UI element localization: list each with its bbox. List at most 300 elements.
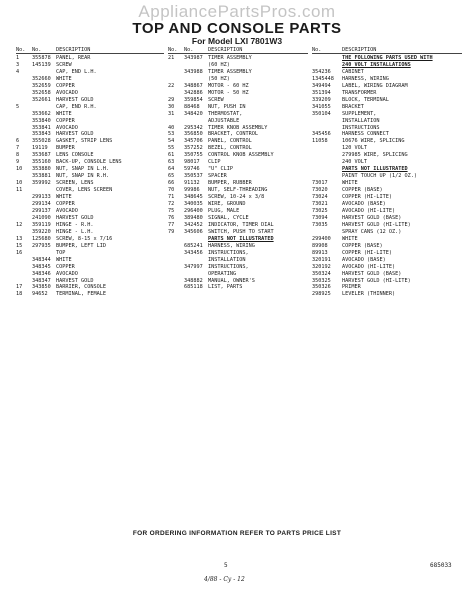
parts-row	[16, 76, 164, 83]
part-description: COPPER	[56, 263, 75, 270]
part-number	[312, 152, 342, 159]
parts-row	[312, 257, 462, 264]
part-description: TIMER ASSEMBLY	[208, 68, 252, 75]
part-number: 73024	[312, 194, 328, 201]
part-description: TIMER ASSEMBLY	[208, 55, 252, 61]
column-header	[312, 47, 462, 54]
part-description: HARNESS, WIRING	[208, 242, 255, 249]
header-part: No.	[32, 47, 42, 53]
part-number	[184, 118, 208, 125]
part-description: 240 VOLT INSTALLATIONS	[342, 61, 411, 68]
part-description: HARVEST GOLD	[56, 96, 94, 103]
part-number: 348420	[184, 110, 203, 117]
parts-row	[168, 257, 308, 264]
part-number	[312, 166, 342, 173]
parts-row	[16, 180, 164, 187]
part-number: 299400	[312, 235, 331, 242]
parts-row	[16, 250, 164, 257]
parts-row	[168, 284, 308, 291]
parts-row	[168, 180, 308, 187]
item-number: 71	[168, 194, 175, 201]
part-number: 350104	[312, 110, 331, 117]
part-number: 348347	[32, 277, 51, 284]
item-number	[168, 62, 184, 69]
parts-row	[168, 97, 308, 104]
parts-row	[168, 69, 308, 76]
part-number: 350755	[184, 152, 203, 159]
page-title: TOP AND CONSOLE PARTS	[132, 20, 342, 37]
parts-row	[312, 145, 462, 152]
part-description: MOTOR - 50 HZ	[208, 89, 249, 96]
part-number	[32, 104, 56, 111]
part-description: HINGE - L.H.	[56, 228, 94, 235]
part-number: 340035	[184, 201, 203, 208]
part-description: AVOCADO	[56, 124, 78, 131]
part-number: 299134	[32, 201, 51, 208]
part-number: 345706	[184, 138, 203, 145]
part-number: 342886	[184, 89, 203, 96]
header-part: No.	[312, 47, 322, 53]
part-number: 359220	[32, 228, 51, 235]
part-description: WHITE	[56, 75, 72, 82]
item-number: 7	[16, 145, 20, 152]
parts-row	[168, 278, 308, 285]
parts-row	[312, 187, 462, 194]
part-description: TRANSFORMER	[342, 89, 377, 96]
part-description: HARVEST GOLD (HI-LITE)	[342, 221, 411, 228]
parts-row	[168, 208, 308, 215]
part-number	[312, 55, 342, 62]
part-description: TERMINAL, FEMALE	[56, 291, 106, 298]
parts-row	[16, 236, 164, 243]
parts-row	[168, 55, 308, 62]
part-description: PANEL, CONTROL	[208, 138, 252, 145]
parts-row	[312, 159, 462, 166]
part-number: 348345	[32, 263, 51, 270]
item-number: 4	[16, 68, 20, 75]
part-description: CAP, END L.H.	[56, 68, 97, 75]
part-number: 73020	[312, 187, 328, 194]
part-description: WHITE	[342, 235, 358, 242]
parts-row	[16, 118, 164, 125]
part-number: 352660	[32, 75, 51, 82]
parts-row	[312, 284, 462, 291]
part-number: 145139	[32, 61, 51, 68]
parts-row	[168, 243, 308, 250]
parts-row	[168, 145, 308, 152]
part-number: 348882	[184, 277, 203, 284]
part-description: BRACKET	[342, 103, 364, 110]
part-description: OPERATING	[208, 270, 237, 277]
part-description: SUPPLEMENT,	[342, 110, 377, 117]
parts-row	[312, 180, 462, 187]
part-number	[312, 145, 342, 152]
part-number	[32, 69, 56, 76]
part-number: 352659	[32, 82, 51, 89]
part-description: HARVEST GOLD (BASE)	[342, 270, 402, 277]
parts-row	[16, 97, 164, 104]
item-number	[16, 215, 32, 222]
part-number	[184, 62, 208, 69]
item-number	[168, 236, 184, 243]
part-number: 351394	[312, 89, 331, 96]
header-part: No.	[184, 47, 194, 53]
item-number: 54	[168, 138, 175, 145]
parts-row	[16, 83, 164, 90]
handwritten-note: 4/88 - Cy - 12	[204, 576, 245, 583]
item-number: 18	[16, 291, 23, 298]
part-number	[312, 229, 342, 236]
part-number	[184, 257, 208, 264]
part-number: 295342	[184, 124, 203, 131]
item-number: 10	[16, 180, 23, 187]
part-description: 240 VOLT	[342, 159, 367, 166]
part-description: (50 HZ)	[208, 75, 230, 82]
part-number: 353687	[32, 152, 51, 159]
item-number: 63	[168, 159, 175, 166]
part-description: INSTRUCTIONS	[342, 124, 380, 131]
item-number	[16, 83, 32, 90]
part-number: 339209	[312, 96, 331, 103]
item-number: 72	[168, 201, 175, 208]
parts-row	[168, 138, 308, 145]
part-description: PLUG, MALE	[208, 207, 240, 214]
part-number: 350537	[184, 173, 203, 180]
part-description: INSTRUCTIONS,	[208, 249, 249, 256]
part-number: 355028	[32, 138, 51, 145]
part-number: 241090	[32, 214, 51, 221]
header-no: No.	[16, 47, 26, 53]
item-number	[16, 90, 32, 97]
item-number	[168, 69, 184, 76]
part-number: 59746	[184, 166, 200, 173]
item-number: 12	[16, 221, 23, 228]
part-description: AVOCADO (BASE)	[342, 201, 386, 208]
part-number: 350326	[312, 284, 331, 291]
part-description: 10676 WIRE, SPLICING	[342, 138, 405, 145]
part-number: 359854	[184, 96, 203, 103]
parts-row	[168, 76, 308, 83]
part-number: 343988	[184, 68, 203, 75]
item-number: 22	[168, 82, 175, 89]
parts-row	[16, 271, 164, 278]
item-number: 11	[16, 187, 23, 194]
page-number: 5	[224, 562, 228, 569]
parts-row	[312, 152, 462, 159]
document-number: 685033	[430, 562, 452, 569]
item-number: 64	[168, 166, 175, 173]
part-description: HARVEST GOLD (HI-LITE)	[342, 277, 411, 284]
part-number: 94652	[32, 291, 48, 298]
part-description: COPPER (HI-LITE)	[342, 194, 392, 201]
part-number: 89908	[312, 242, 328, 249]
parts-row	[312, 250, 462, 257]
parts-list	[16, 55, 164, 298]
item-number: 10	[16, 166, 23, 173]
parts-row	[312, 208, 462, 215]
parts-row	[312, 125, 462, 132]
header-desc: DESCRIPTION	[208, 47, 243, 53]
part-description: SCREW, 8-15 x 7/16	[56, 235, 113, 242]
item-number	[16, 97, 32, 104]
part-number	[312, 159, 342, 166]
part-description: BLOCK, TERMINAL	[342, 96, 389, 103]
part-number: 1345448	[312, 75, 334, 82]
parts-row	[16, 90, 164, 97]
part-number: 342452	[184, 221, 203, 228]
part-number	[32, 187, 56, 194]
part-number: 99986	[184, 187, 200, 194]
part-number	[312, 118, 342, 125]
item-number: 30	[168, 103, 175, 110]
part-number: 91132	[184, 180, 200, 187]
header-no: No.	[168, 47, 178, 53]
part-description: BARRIER, CONSOLE	[56, 284, 106, 291]
item-number	[168, 271, 184, 278]
item-number	[168, 264, 184, 271]
parts-row	[312, 166, 462, 173]
parts-row	[16, 215, 164, 222]
part-description: THERMOSTAT,	[208, 110, 243, 117]
part-description: TIMER KNOB ASSEMBLY	[208, 124, 268, 131]
watermark: AppliancePartsPros.com	[138, 2, 336, 21]
part-description: LABEL, WIRING DIAGRAM	[342, 82, 408, 89]
part-description: COPPER	[56, 82, 75, 89]
part-description: LEVELER (THINNER)	[342, 291, 396, 298]
part-number: 359119	[32, 221, 51, 228]
parts-row	[168, 173, 308, 180]
parts-row	[168, 90, 308, 97]
part-number: 348645	[184, 194, 203, 201]
part-description: COVER, LENS SCREEN	[56, 187, 113, 194]
parts-row	[16, 111, 164, 118]
parts-row	[16, 284, 164, 291]
parts-row	[168, 187, 308, 194]
parts-row	[312, 243, 462, 250]
parts-row	[16, 208, 164, 215]
parts-row	[168, 131, 308, 138]
item-number: 1	[16, 55, 20, 61]
parts-row	[312, 215, 462, 222]
part-description: AVOCADO (BASE)	[342, 256, 386, 263]
part-description: PARTS NOT ILLUSTRATED	[208, 235, 274, 242]
part-number: 343850	[32, 284, 51, 291]
item-number: 6	[16, 138, 20, 145]
part-number: 296400	[184, 207, 203, 214]
page-subtitle: For Model LXI 7801W3	[191, 36, 283, 46]
item-number	[16, 271, 32, 278]
part-description: BUMPER, LEFT LID	[56, 242, 106, 249]
item-number	[16, 229, 32, 236]
parts-row	[16, 145, 164, 152]
part-description: NUT, SELF-THREADING	[208, 187, 268, 194]
item-number	[168, 118, 184, 125]
item-number: 9	[16, 159, 20, 166]
item-number	[168, 250, 184, 257]
item-number: 29	[168, 96, 175, 103]
part-description: BRACKET, CONTROL	[208, 131, 258, 138]
part-number: 345606	[184, 228, 203, 235]
part-description: LIST, PARTS	[208, 284, 243, 291]
part-description: CABINET	[342, 68, 364, 75]
parts-row	[16, 69, 164, 76]
part-description: INDICATOR, TIMER DIAL	[208, 221, 274, 228]
part-description: PANEL, REAR	[56, 55, 91, 61]
item-number: 13	[16, 235, 23, 242]
parts-row	[312, 194, 462, 201]
part-number: 389480	[184, 214, 203, 221]
parts-list	[168, 55, 308, 291]
parts-row	[312, 131, 462, 138]
part-description: HARVEST GOLD	[56, 277, 94, 284]
part-number: 73025	[312, 207, 328, 214]
parts-row	[16, 166, 164, 173]
part-number: 353880	[32, 166, 51, 173]
item-number	[16, 76, 32, 83]
item-number	[16, 131, 32, 138]
part-number: 348344	[32, 256, 51, 263]
part-number: 353843	[32, 131, 51, 138]
parts-row	[16, 104, 164, 111]
parts-row	[312, 83, 462, 90]
item-number: 8	[16, 152, 20, 159]
parts-row	[312, 291, 462, 298]
parts-list	[312, 55, 462, 298]
part-description: HARVEST GOLD (BASE)	[342, 214, 402, 221]
parts-row	[16, 278, 164, 285]
item-number: 65	[168, 173, 175, 180]
item-number	[168, 90, 184, 97]
part-number: 299137	[32, 207, 51, 214]
part-description: PAINT TOUCH UP (1/2 OZ.)	[342, 173, 417, 180]
item-number: 77	[168, 221, 175, 228]
item-number: 21	[168, 55, 175, 61]
parts-row	[168, 159, 308, 166]
part-description: THE FOLLOWING PARTS USED WITH	[342, 55, 433, 61]
item-number: 15	[16, 242, 23, 249]
part-description: COPPER (HI-LITE)	[342, 249, 392, 256]
part-description: AVOCADO (HI-LITE)	[342, 207, 396, 214]
parts-row	[168, 118, 308, 125]
part-description: AVOCADO	[56, 89, 78, 96]
part-description: AVOCADO	[56, 270, 78, 277]
part-description: HARVEST GOLD	[56, 214, 94, 221]
parts-row	[168, 215, 308, 222]
part-description: 120 VOLT	[342, 145, 367, 152]
part-number: 345456	[312, 131, 331, 138]
item-number	[16, 118, 32, 125]
part-number	[312, 173, 342, 180]
part-description: PARTS NOT ILLUSTRATED	[342, 166, 408, 173]
part-number: 685118	[184, 284, 203, 291]
part-number: 73017	[312, 180, 328, 187]
item-number: 76	[168, 214, 175, 221]
item-number	[16, 208, 32, 215]
parts-row	[312, 62, 462, 69]
part-description: "U" CLIP	[208, 166, 233, 173]
part-description: BUMPER, RUBBER	[208, 180, 252, 187]
part-description: ADJUSTABLE	[208, 117, 240, 124]
parts-row	[168, 250, 308, 257]
part-description: SCREW	[56, 61, 72, 68]
part-number	[184, 76, 208, 83]
part-description: HARVEST GOLD	[56, 131, 94, 138]
part-description: CAP, END R.H.	[56, 103, 97, 110]
parts-row	[16, 125, 164, 132]
part-number	[312, 62, 342, 69]
parts-row	[16, 201, 164, 208]
part-description: COPPER	[56, 117, 75, 124]
part-description: INSTALLATION	[208, 256, 246, 263]
item-number	[16, 257, 32, 264]
part-description: 279985 WIRE, SPLICING	[342, 152, 408, 159]
item-number	[16, 194, 32, 201]
parts-row	[16, 62, 164, 69]
parts-row	[16, 194, 164, 201]
part-number: 320192	[312, 263, 331, 270]
item-number: 75	[168, 207, 175, 214]
item-number	[168, 257, 184, 264]
part-description: WHITE	[56, 256, 72, 263]
part-description: NUT, PUSH IN	[208, 103, 246, 110]
item-number: 16	[16, 249, 23, 256]
parts-row	[312, 104, 462, 111]
part-description: TOP	[56, 249, 66, 256]
item-number	[168, 278, 184, 285]
part-number	[32, 250, 56, 257]
part-number: 347997	[184, 263, 203, 270]
parts-row	[168, 201, 308, 208]
parts-row	[312, 76, 462, 83]
part-description: LENS CONSOLE	[56, 152, 94, 159]
parts-row	[16, 173, 164, 180]
part-number: 353881	[32, 173, 51, 180]
parts-row	[312, 222, 462, 229]
parts-row	[312, 97, 462, 104]
part-description: COPPER (BASE)	[342, 187, 383, 194]
part-number: 73035	[312, 221, 328, 228]
part-number: 341055	[312, 103, 331, 110]
part-number: 73094	[312, 214, 328, 221]
parts-row	[16, 243, 164, 250]
part-description: COPPER	[56, 201, 75, 208]
part-description: NUT, SNAP IN R.H.	[56, 173, 110, 180]
part-number: 343987	[184, 55, 203, 61]
part-description: SCREW	[208, 96, 224, 103]
parts-row	[312, 90, 462, 97]
part-description: WHITE	[56, 110, 72, 117]
part-number: 353662	[32, 110, 51, 117]
part-number: 343456	[184, 249, 203, 256]
parts-row	[312, 118, 462, 125]
part-number: 298925	[312, 291, 331, 298]
item-number: 70	[168, 187, 175, 194]
parts-row	[312, 111, 462, 118]
item-number	[16, 278, 32, 285]
part-number: 88468	[184, 103, 200, 110]
part-number: 297935	[32, 242, 51, 249]
part-description: CONTROL KNOB ASSEMBLY	[208, 152, 274, 159]
parts-row	[168, 236, 308, 243]
part-description: PRIMER	[342, 284, 361, 291]
part-number: 299133	[32, 194, 51, 201]
part-number: 359992	[32, 180, 51, 187]
part-description: BUMPER	[56, 145, 75, 152]
part-description: HINGE - R.H.	[56, 221, 94, 228]
item-number: 17	[16, 284, 23, 291]
parts-row	[168, 229, 308, 236]
part-number: 348867	[184, 82, 203, 89]
